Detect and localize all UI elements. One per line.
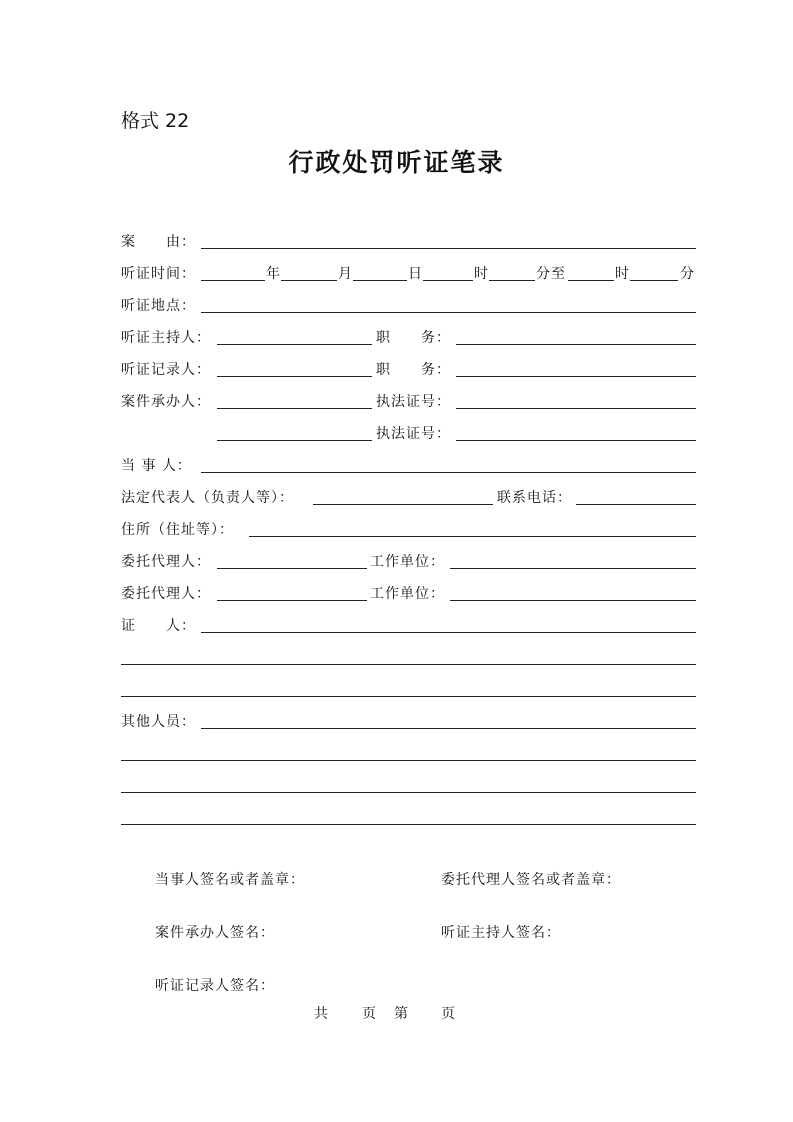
enforcement-no-field[interactable] [456,408,696,409]
minute-to-label: 分至 [536,266,566,282]
agent1-field[interactable] [217,568,367,569]
format-number: 格式 22 [121,110,190,132]
work-unit2-field[interactable] [450,600,696,601]
month-label: 月 [338,266,353,282]
work-unit1-label: 工作单位： [370,554,445,570]
page-title: 行政处罚听证笔录 [288,148,505,177]
end-hour-label: 时 [615,266,630,282]
legal-rep-label: 法定代表人（负责人等）： [121,490,294,506]
recorder-label: 听证记录人： [121,362,211,378]
agent2-field[interactable] [217,600,367,601]
footer-page-word: 页 [362,1006,377,1022]
witness-field-line2[interactable] [121,664,696,665]
hearing-place-label: 听证地点： [121,298,196,314]
day-label: 日 [408,266,423,282]
year-label: 年 [266,266,281,282]
phone-label: 联系电话： [497,490,572,506]
handler-signature-label: 案件承办人签名： [155,925,275,941]
recorder-field[interactable] [217,376,372,377]
hour-field[interactable] [423,280,473,281]
party-signature-label: 当事人签名或者盖章： [155,872,305,888]
end-minute-field[interactable] [630,280,678,281]
footer-total: 共 [314,1006,329,1022]
others-label: 其他人员： [121,714,196,730]
agent-signature-label: 委托代理人签名或者盖章： [441,872,621,888]
others-field-line4[interactable] [121,824,696,825]
hour-label: 时 [474,266,489,282]
recorder-signature-label: 听证记录人签名： [155,978,275,994]
recorder-position-field[interactable] [456,376,696,377]
work-unit2-label: 工作单位： [370,586,445,602]
footer-no: 第 [394,1006,409,1022]
minute-field[interactable] [489,280,535,281]
case-reason-label: 案 由： [121,234,196,250]
enforcement-no-label: 执法证号： [376,394,451,410]
case-reason-field[interactable] [201,248,696,249]
year-field[interactable] [201,280,265,281]
month-field[interactable] [281,280,337,281]
legal-rep-field[interactable] [313,504,493,505]
others-field-line2[interactable] [121,760,696,761]
end-hour-field[interactable] [568,280,614,281]
agent2-label: 委托代理人： [121,586,211,602]
hearing-place-field[interactable] [201,312,696,313]
witness-field-line3[interactable] [121,696,696,697]
handler2-field[interactable] [217,440,372,441]
hearing-time-label: 听证时间： [121,266,196,282]
end-minute-label: 分 [680,266,695,282]
witness-label: 证 人： [121,618,196,634]
handler-field[interactable] [217,408,372,409]
recorder-position-label: 职 务： [376,362,451,378]
others-field[interactable] [201,728,696,729]
agent1-label: 委托代理人： [121,554,211,570]
host-label: 听证主持人： [121,330,211,346]
work-unit1-field[interactable] [450,568,696,569]
party-label: 当 事 人： [121,458,192,474]
phone-field[interactable] [576,504,696,505]
party-field[interactable] [201,472,696,473]
address-field[interactable] [249,536,696,537]
enforcement-no2-label: 执法证号： [376,426,451,442]
host-position-label: 职 务： [376,330,451,346]
host-field[interactable] [217,344,372,345]
day-field[interactable] [353,280,407,281]
footer-page-word2: 页 [441,1006,456,1022]
witness-field[interactable] [201,632,696,633]
address-label: 住所（住址等）： [121,522,234,538]
host-signature-label: 听证主持人签名： [441,925,561,941]
handler-label: 案件承办人： [121,394,211,410]
others-field-line3[interactable] [121,792,696,793]
host-position-field[interactable] [456,344,696,345]
enforcement-no2-field[interactable] [456,440,696,441]
